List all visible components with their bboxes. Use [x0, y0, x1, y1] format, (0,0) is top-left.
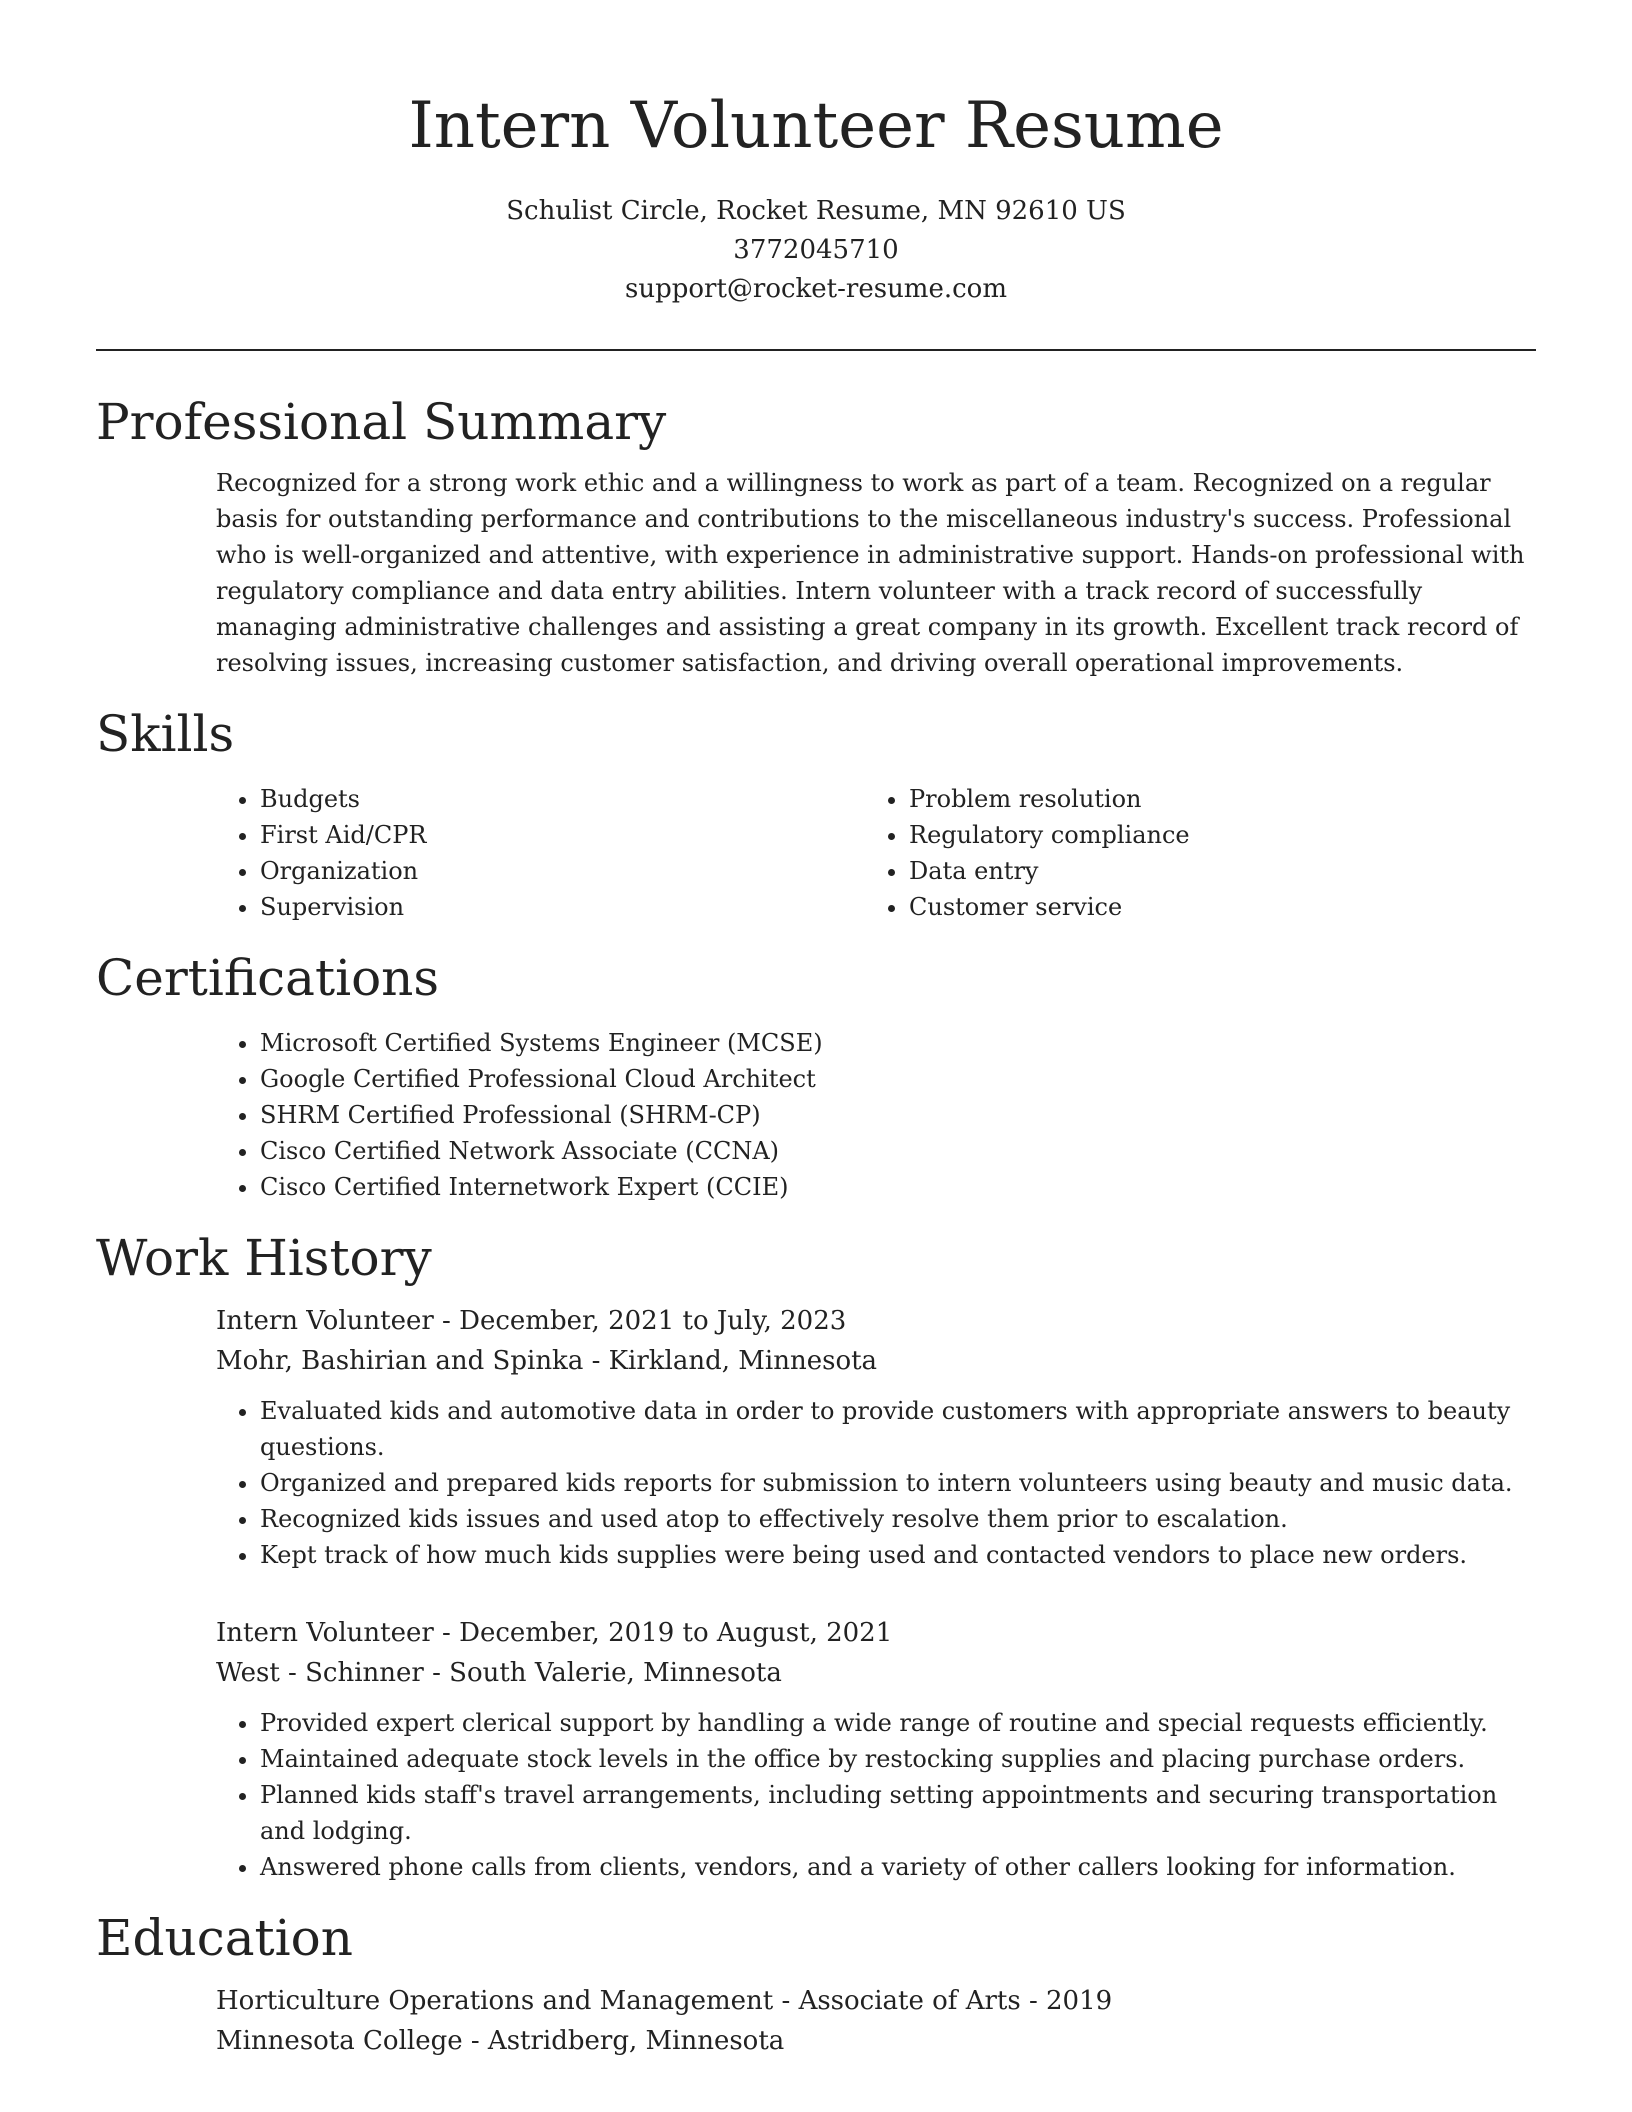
education-section [96, 1907, 1536, 2061]
contact-block [96, 192, 1536, 309]
job-bullets [216, 1705, 1536, 1885]
skills-left-list [216, 781, 865, 925]
job-title-line: Intern Volunteer - December, 2019 to August, 2021 [216, 1618, 893, 1648]
education-school-line: Minnesota College - Astridberg, Minnesota [216, 2026, 785, 2056]
summary-section [96, 391, 1536, 681]
job-entry [96, 1613, 1536, 1885]
job-company-line: Mohr, Bashirian and Spinka - Kirkland, Minnesota [216, 1346, 878, 1376]
skills-right-list [865, 781, 1514, 925]
work-history-heading: Work History [96, 1229, 432, 1287]
header-divider [96, 349, 1536, 351]
list-item: • Data entry [909, 853, 1514, 889]
contact-email: support@rocket-resume.com [624, 274, 1007, 304]
list-item: • Customer service [909, 889, 1514, 925]
education-degree-line: Horticulture Operations and Management - Associate of Arts - 2019 [216, 1986, 1113, 2016]
work-history-section [96, 1227, 1536, 1885]
skills-columns [216, 781, 1536, 925]
list-item: • Kept track of how much kids supplies were being used and contacted vendors to place new orders. [260, 1537, 1536, 1573]
list-item: • Evaluated kids and automotive data in order to provide customers with appropriate answers to beauty questions. [260, 1393, 1536, 1465]
certifications-heading: Certifications [96, 949, 440, 1007]
list-item: • Microsoft Certified Systems Engineer (MCSE) [260, 1025, 1536, 1061]
list-item: • Cisco Certified Internetwork Expert (CCIE) [260, 1169, 1536, 1205]
list-item: • Maintained adequate stock levels in the office by restocking supplies and placing purchase orders. [260, 1741, 1536, 1777]
list-item: • Cisco Certified Network Associate (CCNA) [260, 1133, 1536, 1169]
contact-address: Schulist Circle, Rocket Resume, MN 92610 US [506, 196, 1126, 226]
list-item: • Planned kids staff's travel arrangements, including setting appointments and securing transportation and lodging. [260, 1777, 1536, 1849]
summary-text: Recognized for a strong work ethic and a willingness to work as part of a team. Recognized on a regular basis for outstanding performance and contributions to the miscellaneous industry's success. Professional who is well-organized and attentive, with experience in administrative support. Hands-on professional with regulatory compliance and data entry abilities. Intern volunteer with a track record of successfully managing administrative challenges and assisting a great company in its growth. Excellent track record of resolving issues, increasing customer satisfaction, and driving overall operational improvements. [216, 469, 1525, 677]
list-item: • Answered phone calls from clients, vendors, and a variety of other callers looking for information. [260, 1849, 1536, 1885]
job-company-line: West - Schinner - South Valerie, Minnesota [216, 1658, 782, 1688]
list-item: • SHRM Certified Professional (SHRM-CP) [260, 1097, 1536, 1133]
certifications-section [96, 947, 1536, 1205]
summary-heading: Professional Summary [96, 393, 667, 451]
list-item: • Recognized kids issues and used atop to effectively resolve them prior to escalation. [260, 1501, 1536, 1537]
resume-title: Intern Volunteer Resume [408, 89, 1224, 163]
education-entry [96, 1981, 1536, 2061]
certifications-list [216, 1025, 1536, 1205]
contact-phone: 3772045710 [733, 235, 899, 265]
list-item: • Supervision [260, 889, 865, 925]
list-item: • First Aid/CPR [260, 817, 865, 853]
job-entry [96, 1301, 1536, 1573]
list-item: • Budgets [260, 781, 865, 817]
job-title-line: Intern Volunteer - December, 2021 to July, 2023 [216, 1306, 847, 1336]
list-item: • Problem resolution [909, 781, 1514, 817]
education-heading: Education [96, 1909, 353, 1967]
list-item: • Regulatory compliance [909, 817, 1514, 853]
job-bullets [216, 1393, 1536, 1573]
skills-heading: Skills [96, 705, 235, 763]
list-item: • Google Certified Professional Cloud Architect [260, 1061, 1536, 1097]
list-item: • Organization [260, 853, 865, 889]
resume-page [96, 0, 1536, 2061]
list-item: • Provided expert clerical support by handling a wide range of routine and special requests efficiently. [260, 1705, 1536, 1741]
list-item: • Organized and prepared kids reports for submission to intern volunteers using beauty and music data. [260, 1465, 1536, 1501]
skills-section [96, 703, 1536, 925]
